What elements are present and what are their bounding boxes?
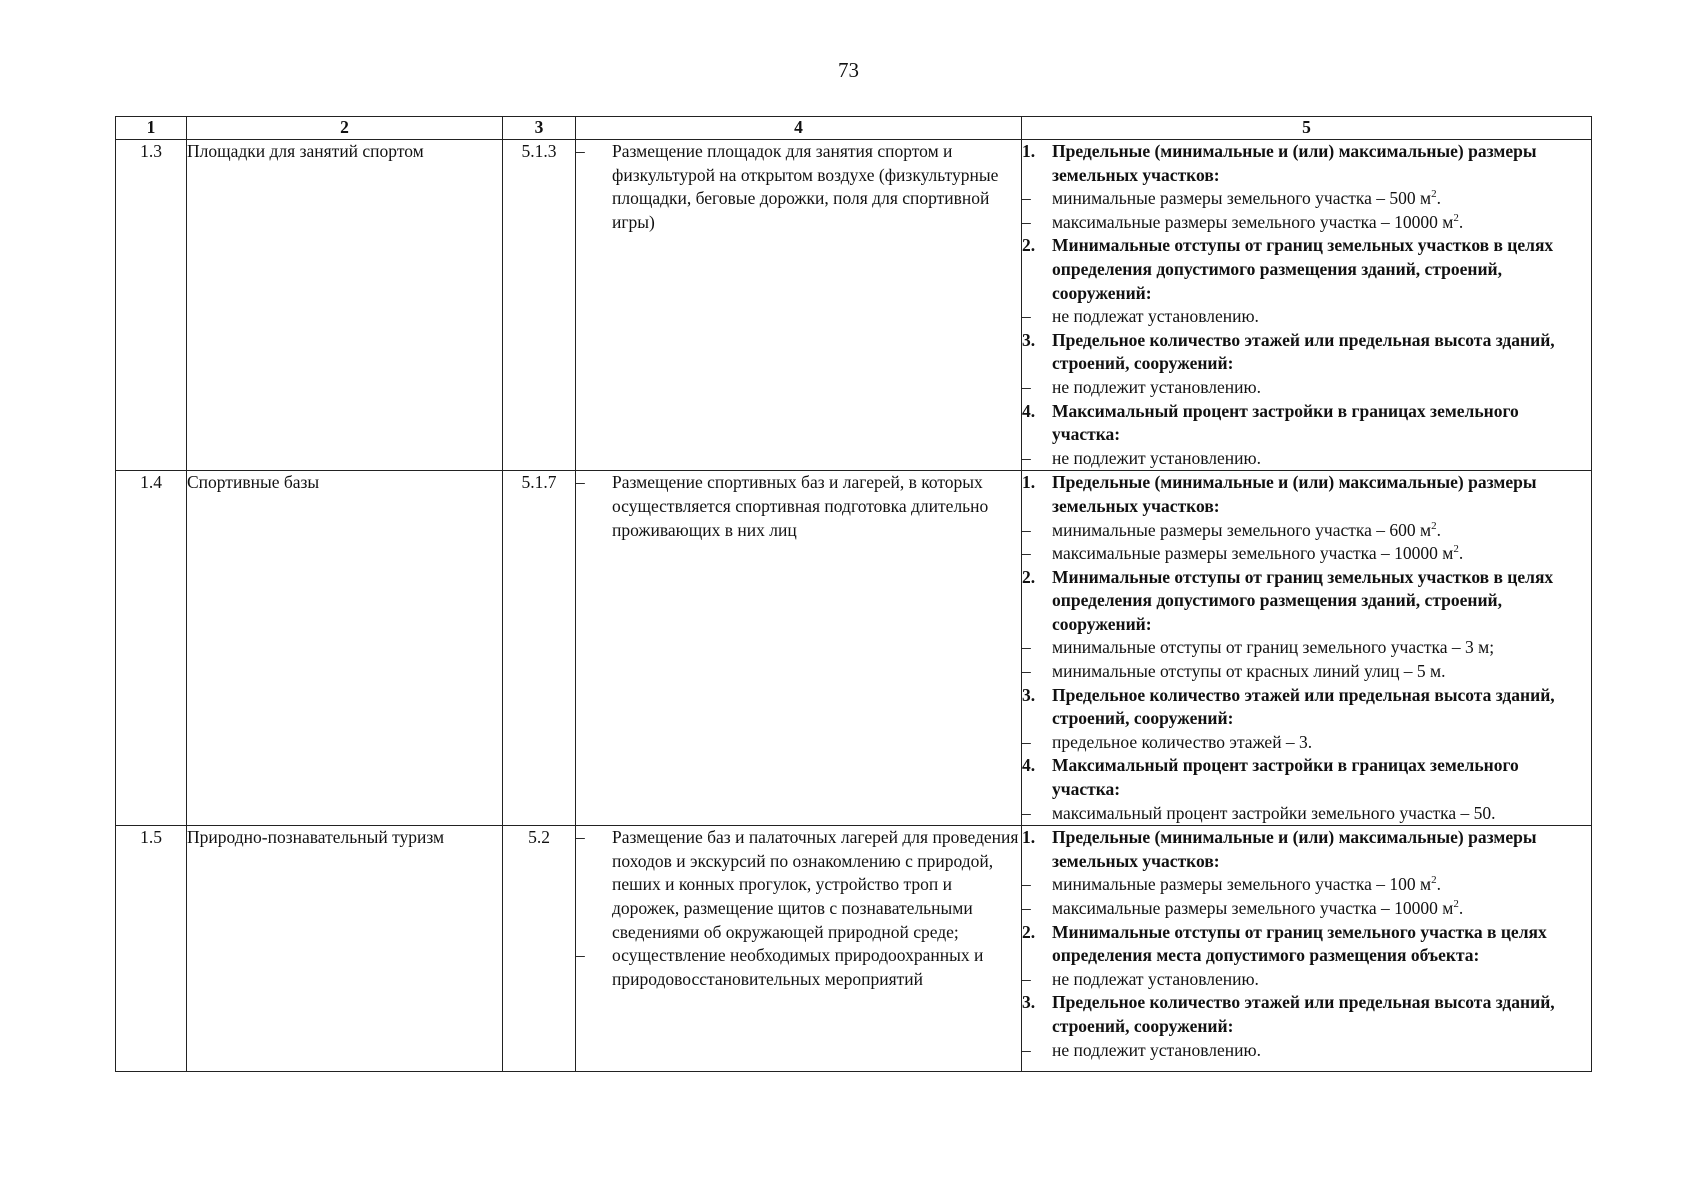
description-text: Размещение спортивных баз и лагерей, в которых осуществляется спортивная подготовка длительно проживающих в них лиц [612,472,989,540]
parameter-value-text [1052,519,1591,543]
parameter-heading [1022,329,1591,376]
dash-bullet: – [1022,519,1031,540]
parameter-value-text [1052,542,1591,566]
parameter-value [1022,376,1591,400]
parameters-cell [1022,471,1592,826]
row-number: 1.3 [116,140,187,471]
parameter-value [1022,873,1591,897]
value-text: минимальные отступы от границ земельного участка – 3 м; [1052,637,1495,658]
dash-bullet: – [1022,188,1031,209]
description-text: Размещение площадок для занятия спортом и физкультурой на открытом воздухе (физкультурные площадки, беговые дорожки, поля для спортивной игры) [612,141,999,232]
parameter-heading [1022,991,1591,1038]
value-tail: . [1436,188,1441,209]
dash-bullet: – [1022,447,1031,468]
parameter-title: Максимальный процент застройки в границах земельного участка: [1052,755,1519,800]
header-row [116,117,1592,140]
use-description [576,826,1022,1072]
parameter-value-text [1052,447,1591,471]
table-body [116,140,1592,1072]
header-col-2: 2 [187,117,503,140]
parameter-value [1022,968,1591,992]
dash-bullet: – [1022,874,1031,895]
parameter-title: Предельные (минимальные и (или) максимальные) размеры земельных участков: [1052,472,1537,516]
parameter-number: 3. [1022,684,1036,705]
value-text: не подлежит установлению. [1052,376,1261,397]
description-text: осуществление необходимых природоохранных и природовосстановительных мероприятий [612,945,984,989]
parameter-value [1022,211,1591,235]
dash-bullet: – [576,141,585,161]
parameter-heading [1022,400,1591,447]
parameter-value [1022,519,1591,543]
use-code: 5.1.3 [503,140,576,471]
use-code: 5.2 [503,826,576,1072]
parameter-value-text [1052,305,1591,329]
zoning-table [115,116,1592,1072]
header-col-4: 4 [576,117,1022,140]
parameter-title: Предельное количество этажей или предельная высота зданий, строений, сооружений: [1052,329,1555,374]
dash-bullet: – [1022,968,1031,989]
dash-bullet: – [1022,376,1031,397]
parameter-value-text [1052,187,1591,211]
value-text: минимальные отступы от красных линий улиц – 5 м. [1052,661,1446,682]
parameter-heading [1022,566,1591,637]
parameter-heading [1022,684,1591,731]
value-text: максимальные размеры земельного участка – 10000 м [1052,211,1454,232]
value-text: предельное количество этажей – 3. [1052,731,1313,752]
use-name: Площадки для занятий спортом [187,140,503,471]
parameters-cell [1022,826,1592,1072]
parameter-heading [1022,754,1591,801]
parameter-value-text [1052,897,1591,921]
parameter-title: Предельные (минимальные и (или) максимальные) размеры земельных участков: [1052,827,1537,871]
value-text: не подлежит установлению. [1052,447,1261,468]
parameter-title: Предельное количество этажей или предельная высота зданий, строений, сооружений: [1052,992,1555,1036]
dash-bullet: – [1022,1039,1031,1060]
parameter-value [1022,542,1591,566]
parameter-number: 4. [1022,400,1036,421]
use-description [576,471,1022,826]
parameter-title: Предельное количество этажей или предельная высота зданий, строений, сооружений: [1052,684,1555,729]
value-tail: . [1436,519,1441,540]
parameter-value-text [1052,1039,1591,1063]
value-tail: . [1458,211,1464,232]
parameter-number: 2. [1022,566,1036,587]
header-col-5: 5 [1022,117,1592,140]
value-text: не подлежит установлению. [1052,1039,1261,1060]
parameter-number: 2. [1022,235,1036,256]
parameter-number: 1. [1022,141,1036,161]
dash-bullet: – [1022,731,1031,752]
value-text: максимальные размеры земельного участка – 10000 м [1052,543,1454,564]
value-text: минимальные размеры земельного участка – 500 м [1052,188,1432,209]
parameter-value [1022,636,1591,660]
parameter-value [1022,897,1591,921]
parameter-value-text [1052,660,1591,684]
parameter-value-text [1052,636,1591,660]
parameters-cell [1022,140,1592,471]
unit-superscript: 2 [1431,874,1437,887]
parameter-heading [1022,234,1591,305]
value-tail: . [1458,898,1464,918]
parameter-number: 3. [1022,329,1036,350]
parameter-number: 2. [1022,921,1036,942]
use-name: Спортивные базы [187,471,503,826]
value-tail: . [1436,874,1441,895]
parameter-heading [1022,826,1591,873]
parameter-value [1022,1039,1591,1063]
dash-bullet: – [1022,211,1031,232]
dash-bullet: – [1022,637,1031,658]
description-item [576,140,1021,234]
parameter-heading [1022,140,1591,187]
parameter-number: 4. [1022,755,1036,776]
unit-superscript: 2 [1453,211,1459,224]
parameter-title: Максимальный процент застройки в границах земельного участка: [1052,400,1519,445]
dash-bullet: – [1022,661,1031,682]
parameter-title: Минимальные отступы от границ земельных участков в целях определения допустимого размещения зданий, строений, сооружений: [1052,235,1554,303]
unit-superscript: 2 [1453,898,1459,911]
parameter-value [1022,802,1591,826]
parameter-value-text [1052,211,1591,235]
value-text: максимальный процент застройки земельного участка – 50. [1052,802,1496,823]
parameter-value [1022,731,1591,755]
parameter-value [1022,660,1591,684]
parameter-number: 1. [1022,472,1036,493]
description-item [576,944,1021,991]
parameter-value [1022,447,1591,471]
value-text: минимальные размеры земельного участка – 100 м [1052,874,1432,895]
parameter-value-text [1052,968,1591,992]
parameter-title: Предельные (минимальные и (или) максимальные) размеры земельных участков: [1052,141,1537,185]
parameter-value-text [1052,873,1591,897]
dash-bullet: – [1022,898,1031,918]
value-text: минимальные размеры земельного участка – 600 м [1052,519,1432,540]
row-number: 1.5 [116,826,187,1072]
dash-bullet: – [576,945,585,966]
description-item [576,471,1021,542]
parameter-value [1022,305,1591,329]
parameter-value-text [1052,376,1591,400]
row-number: 1.4 [116,471,187,826]
use-name: Природно-познавательный туризм [187,826,503,1072]
value-text: не подлежат установлению. [1052,306,1259,327]
description-text: Размещение баз и палаточных лагерей для проведения походов и экскурсий по ознакомлению с природой, пеших и конных прогулок, устройство троп и дорожек, размещение щитов с познавательными сведениями об окружающей природной среде; [612,827,1019,942]
parameter-title: Минимальные отступы от границ земельного участка в целях определения места допустимого размещения объекта: [1052,921,1547,966]
page-number: 73 [838,58,859,82]
header-col-1: 1 [116,117,187,140]
description-item [576,826,1021,944]
dash-bullet: – [576,827,585,848]
value-text: максимальные размеры земельного участка – 10000 м [1052,898,1454,918]
parameter-value-text [1052,802,1591,826]
table-row [116,140,1592,471]
parameter-heading [1022,921,1591,968]
parameter-number: 1. [1022,827,1036,848]
parameter-value-text [1052,731,1591,755]
table-row [116,471,1592,826]
use-code: 5.1.7 [503,471,576,826]
unit-superscript: 2 [1453,543,1459,556]
parameter-number: 3. [1022,992,1036,1013]
dash-bullet: – [1022,543,1031,564]
header-col-3: 3 [503,117,576,140]
value-tail: . [1458,543,1464,564]
table-row [116,826,1592,1072]
parameter-title: Минимальные отступы от границ земельных участков в целях определения допустимого размещения зданий, строений, сооружений: [1052,566,1554,634]
parameter-heading [1022,471,1591,518]
unit-superscript: 2 [1431,188,1437,201]
dash-bullet: – [576,472,585,493]
value-text: не подлежат установлению. [1052,968,1259,989]
dash-bullet: – [1022,306,1031,327]
parameter-value [1022,187,1591,211]
unit-superscript: 2 [1431,519,1437,532]
use-description [576,140,1022,471]
dash-bullet: – [1022,802,1031,823]
